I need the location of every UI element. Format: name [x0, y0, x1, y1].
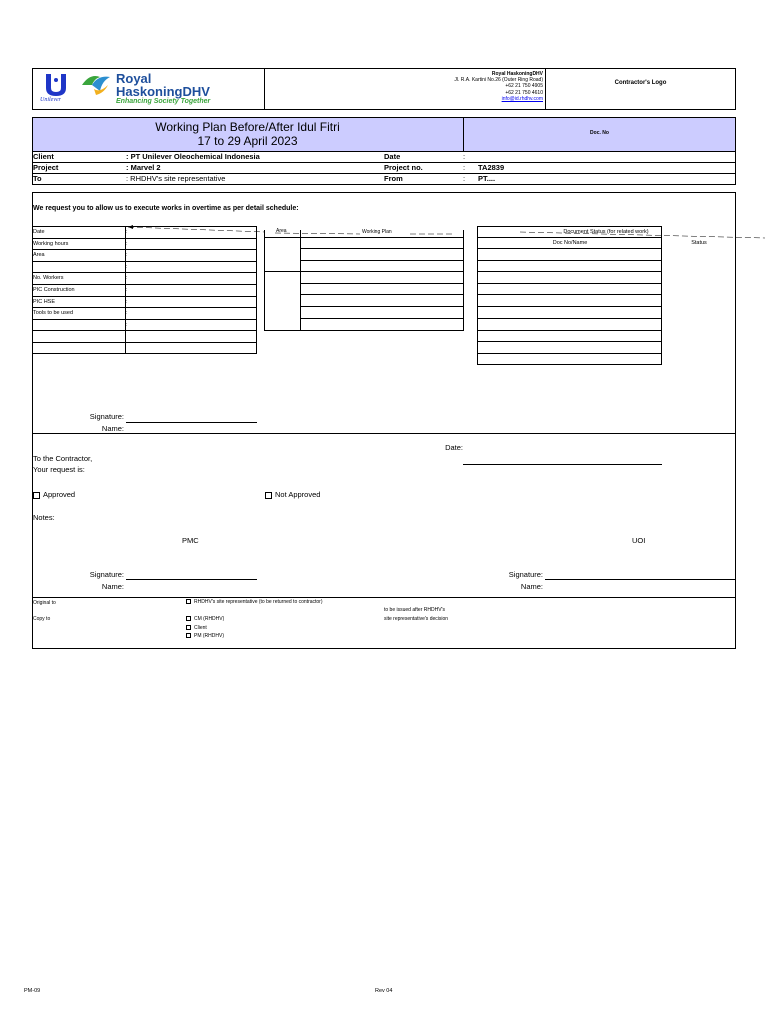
logo-haskoning-text: HaskoningDHV [116, 84, 210, 99]
detail-row-colon: : [126, 240, 128, 247]
from-colon: : [463, 174, 466, 183]
pmc-name-label: Name: [101, 582, 124, 591]
detail-row-value-cell[interactable] [130, 296, 256, 308]
detail-row-colon: : [126, 298, 128, 305]
copy-to-checkbox[interactable] [186, 633, 191, 638]
detail-row-colon: : [126, 275, 128, 282]
detail-row-value-cell[interactable] [130, 342, 256, 354]
copy-to-list [186, 615, 224, 641]
company-address: Jl. R.A. Kartini No.26 (Outer Ring Road) [454, 77, 543, 84]
area-header: Area [276, 228, 287, 234]
detail-row-label: Date [33, 229, 45, 235]
detail-row-value-cell[interactable] [130, 249, 256, 261]
project-no-colon: : [463, 163, 466, 172]
not-approved-checkbox[interactable] [265, 492, 272, 499]
header-divider-1 [264, 68, 265, 110]
detail-row-value-cell[interactable] [130, 307, 256, 319]
project-label: Project [33, 163, 59, 172]
original-to-item: RHDHV's site representative (to be returned to contractor) [186, 599, 323, 605]
detail-row-label: Working hours [33, 240, 69, 247]
detail-row-colon: : [126, 229, 128, 235]
doc-no-name-header: Doc No/Name [552, 240, 588, 246]
rhdhv-bird-icon [80, 71, 114, 97]
detail-row-label: PIC Construction [33, 287, 75, 293]
pmc-signature-label: Signature: [89, 570, 124, 579]
detail-row-value-cell[interactable] [130, 272, 256, 284]
working-plan-table [264, 226, 464, 330]
distribution-note-line-2: site representative's decision [384, 616, 449, 622]
detail-row-label: Area [33, 252, 45, 259]
document-status-table [477, 226, 662, 365]
copy-to-checkbox[interactable] [186, 625, 191, 630]
contractor-signature-line[interactable] [126, 422, 257, 423]
pmc-signature-line[interactable] [126, 579, 257, 580]
detail-row-label: No. Workers [33, 275, 64, 282]
detail-row-colon: : [126, 310, 128, 317]
from-value: PT.... [478, 174, 496, 183]
form-code: PM-09 [24, 988, 41, 994]
page-subtitle-date-range: 17 to 29 April 2023 [197, 134, 298, 148]
logo-royal-text: Royal [116, 71, 152, 86]
detail-row-value-cell[interactable] [130, 261, 256, 273]
not-approved-option[interactable] [265, 490, 320, 499]
project-no-value: TA2839 [478, 163, 505, 172]
detail-row-colon: : [126, 287, 128, 293]
distribution-box [32, 597, 736, 649]
page-title: Working Plan Before/After Idul Fitri [155, 120, 340, 134]
header-divider-2 [545, 68, 546, 110]
detail-row-colon: : [126, 321, 128, 328]
to-label: To [33, 174, 42, 183]
request-intro-text: We request you to allow us to execute works in overtime as per detail schedule: [33, 205, 299, 212]
date-label: Date [384, 152, 401, 161]
project-no-label: Project no. [384, 163, 423, 172]
response-section-box [32, 434, 736, 598]
copy-to-item: PM (RHDHV) [186, 632, 224, 641]
contractor-name-label: Name: [101, 424, 124, 433]
logo-tagline: Enhancing Society Together [116, 98, 211, 105]
client-value: : PT Unilever Oleochemical Indonesia [126, 152, 260, 161]
copy-to-label: Copy to [33, 616, 51, 622]
approved-checkbox[interactable] [33, 492, 40, 499]
response-date-label: Date: [445, 443, 463, 452]
company-address-block [400, 71, 543, 102]
uoi-name-label: Name: [520, 582, 543, 591]
detail-row-label: Tools to be used [33, 310, 74, 317]
detail-row-colon: : [126, 263, 128, 270]
company-phone-2: +62 21 750 4610 [505, 89, 543, 96]
copy-to-item: Client [186, 624, 224, 633]
your-request-text: Your request is: [33, 465, 85, 474]
detail-row-colon: : [126, 252, 128, 259]
company-email-link[interactable]: info@id.rhdhv.com [501, 95, 543, 102]
company-name: Royal HaskoningDHV [491, 71, 543, 77]
revision-label: Rev 04 [375, 988, 393, 994]
approved-label: Approved [43, 490, 76, 499]
copy-to-checkbox[interactable] [186, 616, 191, 621]
contractor-signature-label: Signature: [89, 412, 124, 421]
working-plan-header: Working Plan [362, 229, 392, 235]
uoi-signature-line[interactable] [545, 579, 735, 580]
not-approved-label: Not Approved [275, 490, 321, 499]
to-value: : RHDHV's site representative [126, 174, 226, 183]
detail-row-value-cell[interactable] [130, 284, 256, 296]
detail-row-value-cell[interactable] [130, 319, 256, 331]
approved-option[interactable] [33, 490, 75, 499]
project-value: : Marvel 2 [126, 163, 161, 172]
detail-row-value-cell[interactable] [130, 330, 256, 342]
from-label: From [384, 174, 403, 183]
original-to-checkbox[interactable] [186, 599, 191, 604]
company-phone-1: +62 21 750 4905 [505, 83, 543, 90]
unilever-wordmark: Unilever [40, 97, 61, 103]
original-to-label: Original to [33, 600, 56, 606]
to-contractor-text: To the Contractor, [33, 454, 93, 463]
client-label: Client [33, 152, 54, 161]
copy-to-item: CM (RHDHV) [186, 615, 224, 624]
uoi-signature-label: Signature: [508, 570, 543, 579]
notes-label: Notes: [33, 513, 55, 522]
response-date-line[interactable] [463, 464, 662, 465]
document-status-header: Document Status (for related work) [563, 229, 649, 235]
pmc-label: PMC [182, 536, 199, 545]
detail-row-label: PIC HSE [33, 298, 56, 305]
status-header: Status [691, 240, 707, 246]
date-colon: : [463, 152, 466, 161]
contractor-logo-label: Contractor's Logo [614, 80, 667, 86]
doc-no-label: Doc. No [590, 130, 609, 136]
uoi-label: UOI [632, 536, 646, 545]
distribution-note-line-1: to be issued after RHDHV's [384, 607, 445, 613]
